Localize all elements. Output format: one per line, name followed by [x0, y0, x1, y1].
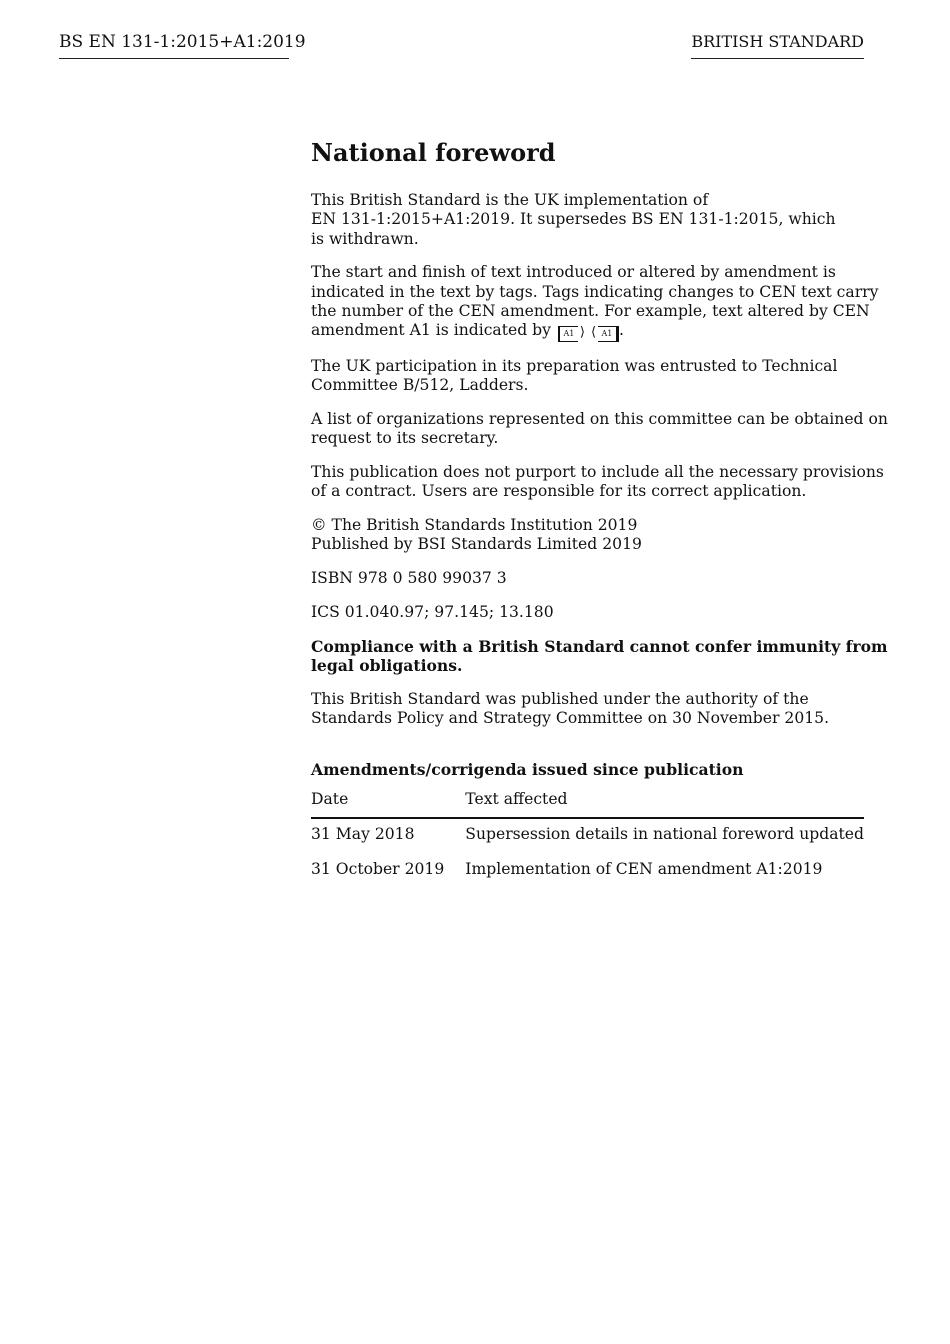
publisher-line: Published by BSI Standards Limited 2019 — [311, 535, 642, 554]
amendment-text: Supersession details in national foreword updated — [465, 825, 864, 844]
paragraph-line: The start and finish of text introduced or altered by amendment is — [311, 263, 836, 282]
column-header-date: Date — [311, 789, 465, 818]
implementation-paragraph — [311, 191, 867, 249]
amendments-heading: Amendments/corrigenda issued since publication — [311, 760, 744, 780]
authority-paragraph — [311, 690, 867, 729]
amendment-date: 31 October 2019 — [311, 860, 445, 879]
compliance-statement — [311, 636, 888, 676]
organizations-paragraph — [311, 409, 888, 449]
table-row — [311, 844, 864, 879]
paragraph-line: Committee B/512, Ladders. — [311, 376, 529, 395]
paragraph-line: This British Standard is the UK implementation of — [311, 191, 709, 209]
table-header-row — [311, 789, 864, 818]
amendments-table — [311, 789, 864, 879]
paragraph-text: amendment A1 is indicated by — [311, 321, 551, 340]
paragraph-line: indicated in the text by tags. Tags indicating changes to CEN text carry — [311, 282, 879, 301]
isbn-line: ISBN 978 0 580 99037 3 — [311, 569, 507, 588]
document-identifier: BS EN 131-1:2015+A1:2019 — [59, 31, 289, 59]
paragraph-line: Compliance with a British Standard cannot confer immunity from — [311, 636, 888, 656]
ics-line: ICS 01.040.97; 97.145; 13.180 — [311, 602, 554, 621]
paragraph-line: A list of organizations represented on this committee can be obtained on — [311, 409, 888, 428]
amendment-text: Implementation of CEN amendment A1:2019 — [465, 860, 823, 879]
paragraph-line — [311, 321, 867, 342]
paragraph-line: the number of the CEN amendment. For example, text altered by CEN — [311, 301, 870, 320]
amendment-date: 31 May 2018 — [311, 825, 415, 844]
paragraph-line: This publication does not purport to include all the necessary provisions — [311, 462, 884, 481]
paragraph-line: of a contract. Users are responsible for its correct application. — [311, 482, 807, 501]
paragraph-text: . — [618, 321, 624, 340]
amendment-end-tag-icon: ⟨ A1 — [598, 326, 619, 342]
amendment-tags-paragraph — [311, 263, 879, 342]
committee-paragraph — [311, 357, 867, 396]
page-title: National foreword — [311, 138, 556, 167]
paragraph-line: This British Standard was published under the authority of the — [311, 689, 809, 708]
paragraph-line: legal obligations. — [311, 656, 463, 676]
table-row — [311, 818, 864, 844]
copyright-paragraph — [311, 516, 867, 555]
contract-paragraph — [311, 462, 884, 502]
paragraph-line: Standards Policy and Strategy Committee on 30 November 2015. — [311, 709, 830, 728]
paragraph-line: EN 131-1:2015+A1:2019. It supersedes BS EN 131-1:2015, which — [311, 210, 836, 229]
standard-series-label: BRITISH STANDARD — [691, 31, 864, 59]
copyright-line: © The British Standards Institution 2019 — [311, 516, 638, 535]
amendment-start-tag-icon: A1 ⟩ — [558, 326, 578, 342]
paragraph-line: request to its secretary. — [311, 429, 499, 448]
column-header-text-affected: Text affected — [465, 789, 864, 818]
paragraph-line: The UK participation in its preparation was entrusted to Technical — [311, 356, 838, 375]
paragraph-line: is withdrawn. — [311, 229, 419, 248]
foreword-content — [311, 138, 888, 879]
